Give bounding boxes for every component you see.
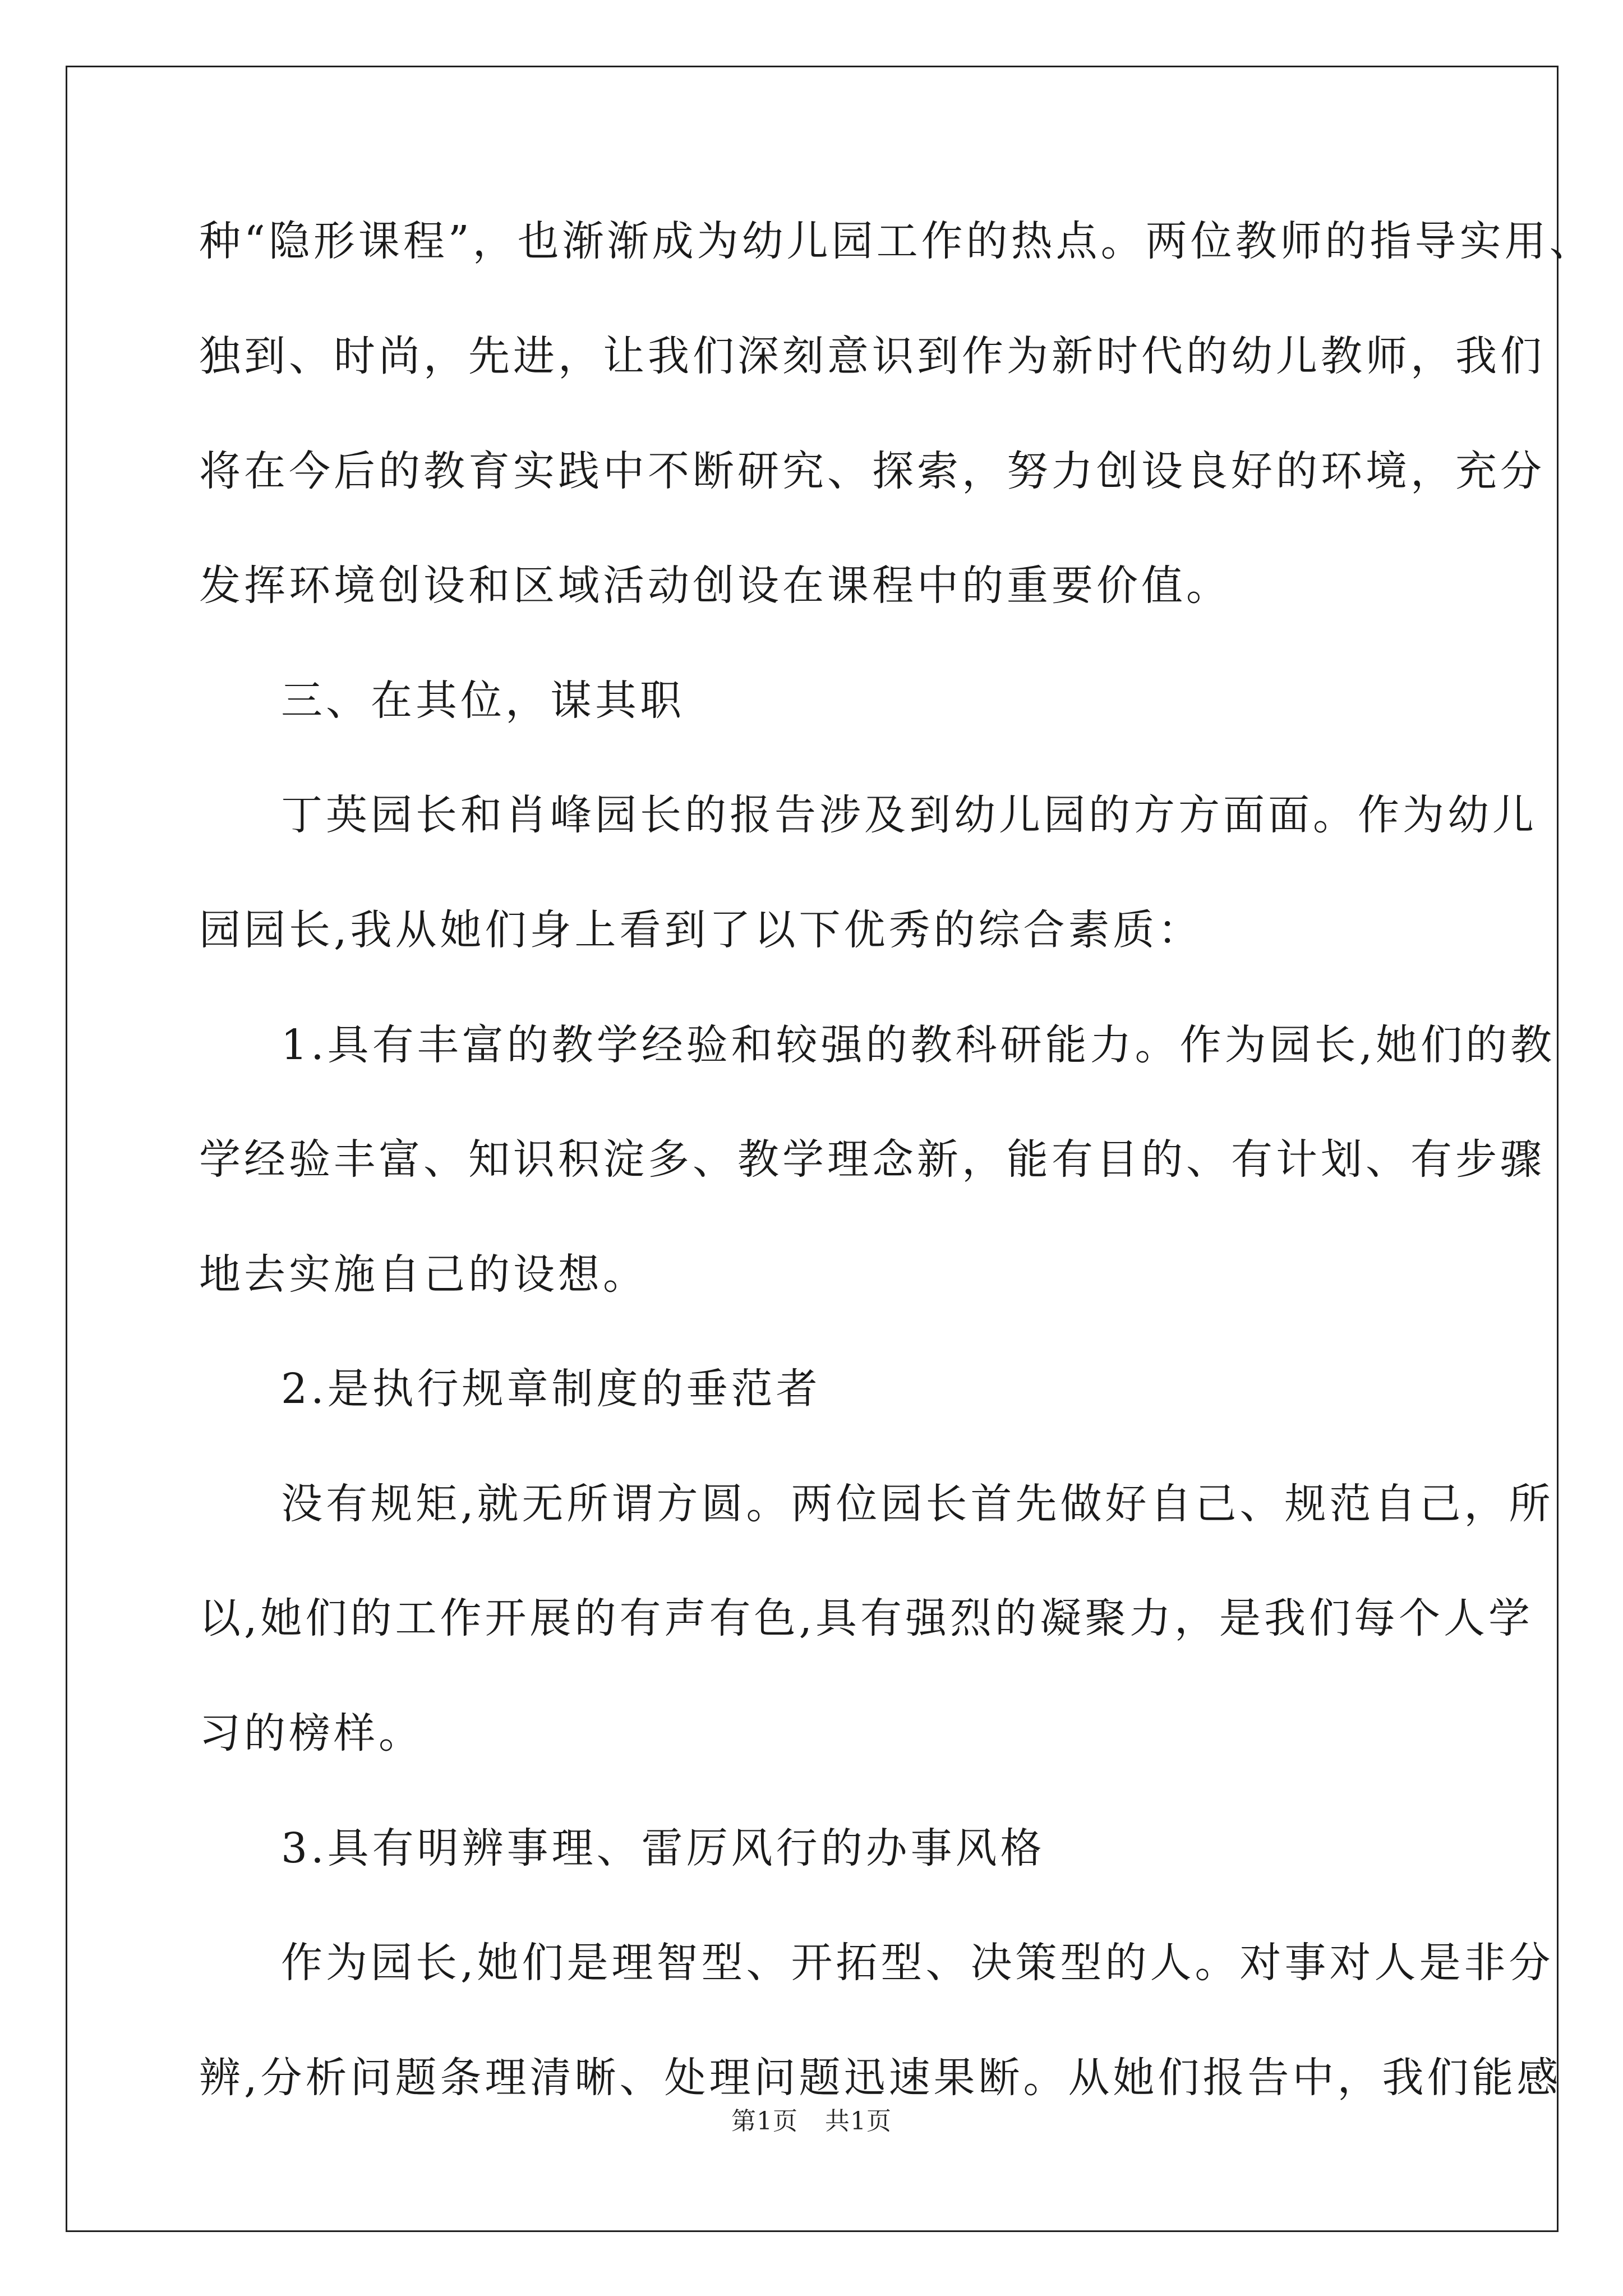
text-line: 地去实施自己的设想。 [199, 1250, 648, 1299]
page-footer [0, 2105, 1623, 2138]
paragraph-start: 没有规矩,就无所谓方圆。两位园长首先做好自己、规范自己，所 [281, 1480, 1554, 1528]
text-line: 将在今后的教育实践中不断研究、探索，努力创设良好的环境，充分 [199, 447, 1545, 495]
text-line: 学经验丰富、知识积淀多、教学理念新，能有目的、有计划、有步骤 [199, 1135, 1545, 1184]
text-line: 独到、时尚，先进，让我们深刻意识到作为新时代的幼儿教师，我们 [199, 332, 1545, 380]
list-item-2: 2.是执行规章制度的垂范者 [281, 1365, 821, 1413]
page-total: 共1页 [825, 2107, 892, 2136]
text-line: 园园长,我从她们身上看到了以下优秀的综合素质： [199, 906, 1203, 954]
paragraph-start: 丁英园长和肖峰园长的报告涉及到幼儿园的方方面面。作为幼儿 [281, 791, 1537, 839]
paragraph-start: 作为园长,她们是理智型、开拓型、决策型的人。对事对人是非分 [281, 1939, 1554, 1987]
page-number: 第1页 [731, 2107, 798, 2136]
text-line: 发挥环境创设和区域活动创设在课程中的重要价值。 [199, 562, 1231, 610]
text-line: 种“隐形课程”，也渐渐成为幼儿园工作的热点。两位教师的指导实用、 [199, 217, 1594, 265]
list-item-3: 3.具有明辨事理、雷厉风行的办事风格 [281, 1824, 1045, 1872]
text-line: 辨,分析问题条理清晰、处理问题迅速果断。从她们报告中，我们能感 [199, 2054, 1562, 2102]
text-line: 习的榜样。 [199, 1709, 423, 1757]
section-heading: 三、在其位，谋其职 [281, 677, 685, 725]
list-item-1: 1.具有丰富的教学经验和较强的教科研能力。作为园长,她们的教 [281, 1021, 1556, 1069]
text-line: 以,她们的工作开展的有声有色,具有强烈的凝聚力，是我们每个人学 [199, 1594, 1534, 1642]
